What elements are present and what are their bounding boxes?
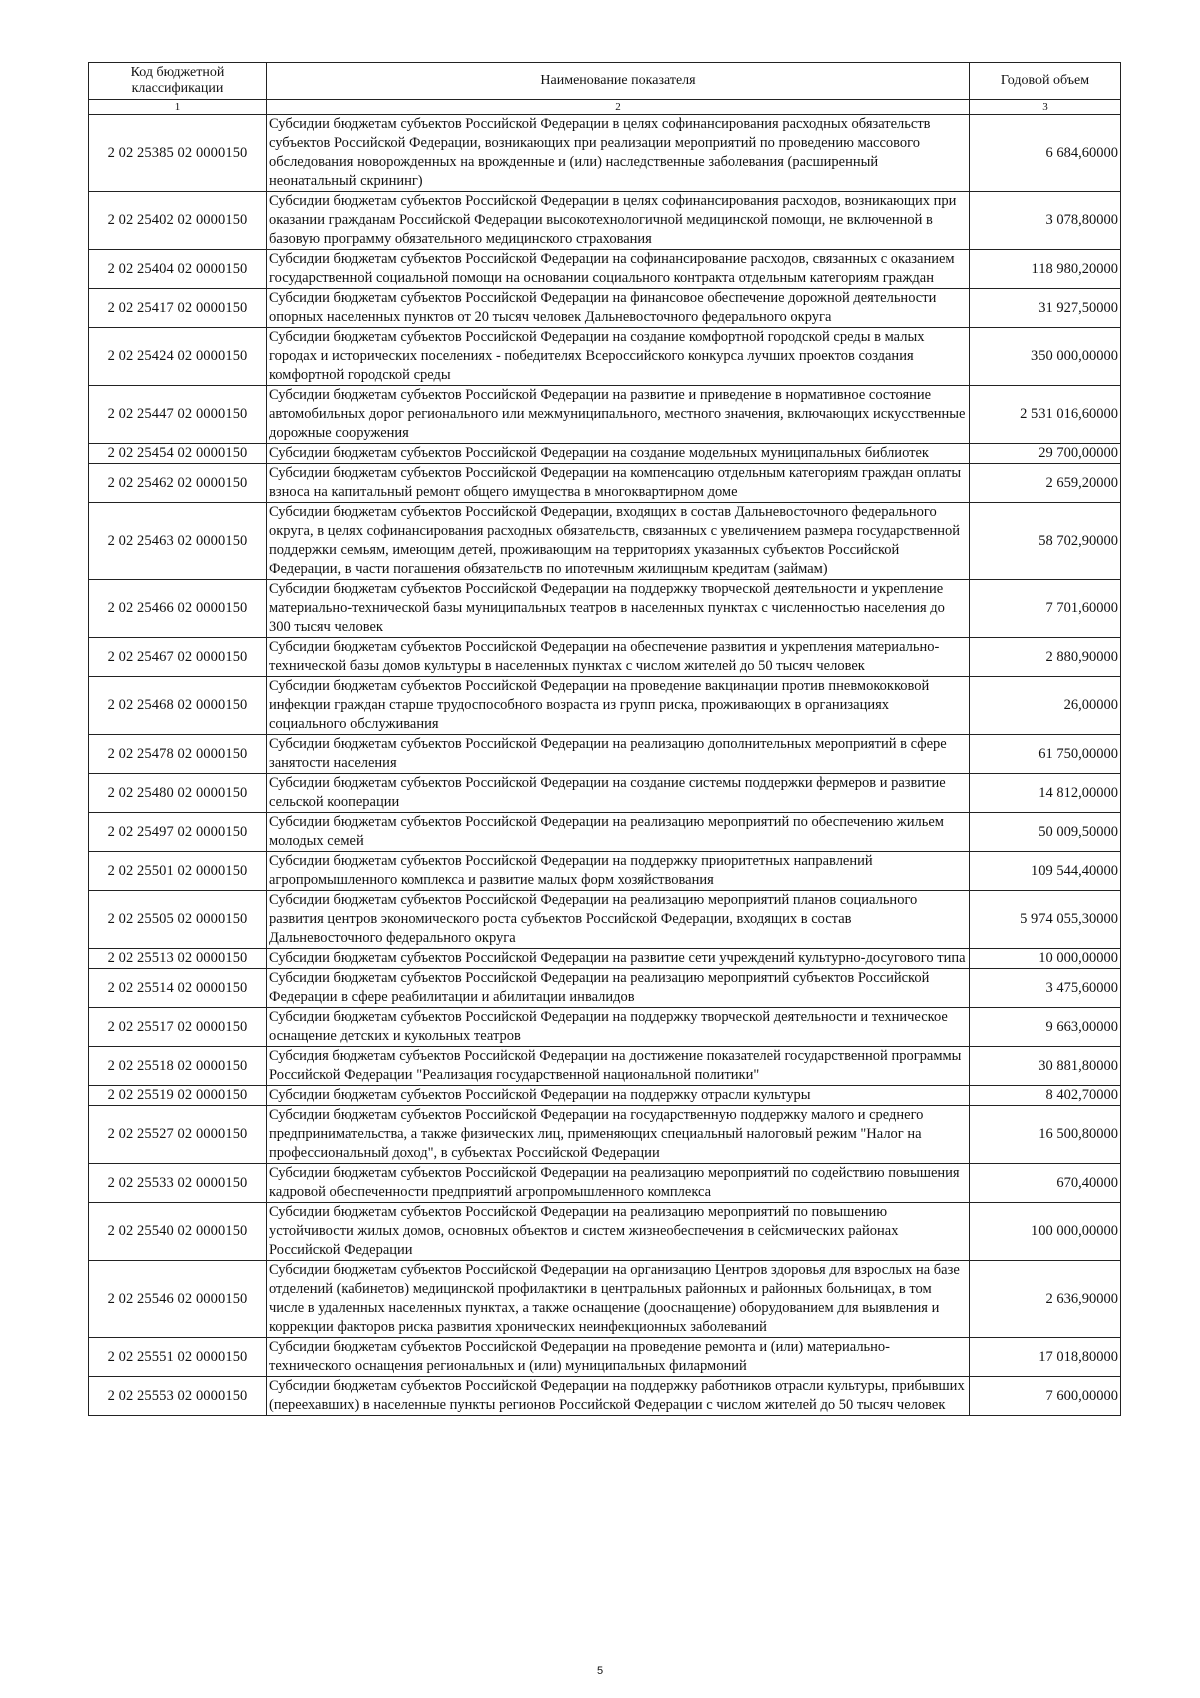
row-name: Субсидии бюджетам субъектов Российской Федерации на реализацию мероприятий по повышению устойчивости жилых домов, основных объектов и систем жизнеобеспечения в сейсмических районах Российской Федерации [267, 1203, 970, 1261]
row-name: Субсидии бюджетам субъектов Российской Федерации на организацию Центров здоровья для взрослых на базе отделений (кабинетов) медицинской профилактики в центральных районных и районных больницах, в том числе в удаленных населенных пунктах, а также оснащение (дооснащение) оборудованием для выявления и коррекции факторов риска развития хронических неинфекционных заболеваний [267, 1261, 970, 1338]
row-name: Субсидии бюджетам субъектов Российской Федерации, входящих в состав Дальневосточного федерального округа, в целях софинансирования расходных обязательств, связанных с увеличением размера государственной поддержки семьям, имеющим детей, проживающим на территориях указанных субъектов Российской Федерации, в части погашения обязательств по ипотечным жилищным кредитам (займам) [267, 503, 970, 580]
row-name: Субсидии бюджетам субъектов Российской Федерации на компенсацию отдельным категориям граждан оплаты взноса на капитальный ремонт общего имущества в многоквартирном доме [267, 464, 970, 503]
row-code: 2 02 25519 02 0000150 [89, 1086, 267, 1106]
row-name: Субсидии бюджетам субъектов Российской Федерации на государственную поддержку малого и среднего предпринимательства, а также физических лиц, применяющих специальный налоговый режим "Налог на профессиональный доход", в субъектах Российской Федерации [267, 1106, 970, 1164]
column-number-row [89, 100, 1121, 115]
row-code: 2 02 25404 02 0000150 [89, 250, 267, 289]
table-row [89, 386, 1121, 444]
row-volume: 109 544,40000 [970, 852, 1121, 891]
table-row [89, 1106, 1121, 1164]
table-row [89, 289, 1121, 328]
budget-table-container [88, 62, 1120, 1416]
table-row [89, 580, 1121, 638]
row-volume: 9 663,00000 [970, 1008, 1121, 1047]
table-row [89, 192, 1121, 250]
row-code: 2 02 25467 02 0000150 [89, 638, 267, 677]
row-code: 2 02 25553 02 0000150 [89, 1377, 267, 1416]
row-code: 2 02 25540 02 0000150 [89, 1203, 267, 1261]
table-row [89, 1164, 1121, 1203]
row-volume: 8 402,70000 [970, 1086, 1121, 1106]
row-volume: 58 702,90000 [970, 503, 1121, 580]
row-name: Субсидии бюджетам субъектов Российской Федерации на создание комфортной городской среды в малых городах и исторических поселениях - победителях Всероссийского конкурса лучших проектов создания комфортной городской среды [267, 328, 970, 386]
row-volume: 30 881,80000 [970, 1047, 1121, 1086]
table-row [89, 774, 1121, 813]
table-row [89, 464, 1121, 503]
row-volume: 14 812,00000 [970, 774, 1121, 813]
row-name: Субсидии бюджетам субъектов Российской Федерации на финансовое обеспечение дорожной деятельности опорных населенных пунктов от 20 тысяч человек Дальневосточного федерального округа [267, 289, 970, 328]
row-volume: 2 636,90000 [970, 1261, 1121, 1338]
header-row [89, 63, 1121, 100]
row-name: Субсидии бюджетам субъектов Российской Федерации на поддержку работников отрасли культуры, прибывших (переехавших) в населенные пункты регионов Российской Федерации с числом жителей до 50 тысяч человек [267, 1377, 970, 1416]
row-volume: 670,40000 [970, 1164, 1121, 1203]
row-code: 2 02 25424 02 0000150 [89, 328, 267, 386]
row-code: 2 02 25527 02 0000150 [89, 1106, 267, 1164]
table-row [89, 1047, 1121, 1086]
page-number: 5 [596, 1665, 604, 1677]
row-name: Субсидии бюджетам субъектов Российской Федерации на реализацию мероприятий по содействию повышения кадровой обеспеченности предприятий агропромышленного комплекса [267, 1164, 970, 1203]
table-row [89, 813, 1121, 852]
row-code: 2 02 25551 02 0000150 [89, 1338, 267, 1377]
budget-table [88, 62, 1121, 1416]
row-volume: 50 009,50000 [970, 813, 1121, 852]
row-name: Субсидии бюджетам субъектов Российской Федерации на реализацию дополнительных мероприятий в сфере занятости населения [267, 735, 970, 774]
row-code: 2 02 25517 02 0000150 [89, 1008, 267, 1047]
row-code: 2 02 25514 02 0000150 [89, 969, 267, 1008]
table-row [89, 969, 1121, 1008]
row-volume: 29 700,00000 [970, 444, 1121, 464]
row-name: Субсидии бюджетам субъектов Российской Федерации на поддержку приоритетных направлений агропромышленного комплекса и развитие малых форм хозяйствования [267, 852, 970, 891]
row-name: Субсидии бюджетам субъектов Российской Федерации на создание модельных муниципальных библиотек [267, 444, 970, 464]
header-name: Наименование показателя [267, 63, 970, 100]
row-volume: 2 531 016,60000 [970, 386, 1121, 444]
row-code: 2 02 25546 02 0000150 [89, 1261, 267, 1338]
table-row [89, 677, 1121, 735]
row-volume: 2 659,20000 [970, 464, 1121, 503]
row-code: 2 02 25447 02 0000150 [89, 386, 267, 444]
row-volume: 17 018,80000 [970, 1338, 1121, 1377]
table-row [89, 1338, 1121, 1377]
row-volume: 118 980,20000 [970, 250, 1121, 289]
row-name: Субсидии бюджетам субъектов Российской Федерации на создание системы поддержки фермеров и развитие сельской кооперации [267, 774, 970, 813]
row-code: 2 02 25518 02 0000150 [89, 1047, 267, 1086]
row-code: 2 02 25501 02 0000150 [89, 852, 267, 891]
table-row [89, 250, 1121, 289]
table-row [89, 891, 1121, 949]
table-row [89, 1377, 1121, 1416]
row-volume: 7 701,60000 [970, 580, 1121, 638]
row-volume: 61 750,00000 [970, 735, 1121, 774]
table-row [89, 735, 1121, 774]
row-name: Субсидии бюджетам субъектов Российской Федерации на поддержку отрасли культуры [267, 1086, 970, 1106]
row-code: 2 02 25463 02 0000150 [89, 503, 267, 580]
column-number: 1 [89, 100, 267, 115]
row-code: 2 02 25466 02 0000150 [89, 580, 267, 638]
row-volume: 6 684,60000 [970, 115, 1121, 192]
table-row [89, 1261, 1121, 1338]
row-volume: 10 000,00000 [970, 949, 1121, 969]
row-name: Субсидии бюджетам субъектов Российской Федерации на поддержку творческой деятельности и техническое оснащение детских и кукольных театров [267, 1008, 970, 1047]
row-volume: 5 974 055,30000 [970, 891, 1121, 949]
row-name: Субсидии бюджетам субъектов Российской Федерации в целях софинансирования расходных обязательств субъектов Российской Федерации, возникающих при реализации мероприятий по проведению массового обследования новорожденных на врожденные и (или) наследственные заболевания (расширенный неонатальный скрининг) [267, 115, 970, 192]
row-name: Субсидии бюджетам субъектов Российской Федерации на развитие сети учреждений культурно-досугового типа [267, 949, 970, 969]
header-code: Код бюджетной классификации [89, 63, 267, 100]
table-row [89, 852, 1121, 891]
row-code: 2 02 25478 02 0000150 [89, 735, 267, 774]
row-volume: 7 600,00000 [970, 1377, 1121, 1416]
table-row [89, 115, 1121, 192]
row-volume: 100 000,00000 [970, 1203, 1121, 1261]
row-volume: 26,00000 [970, 677, 1121, 735]
row-name: Субсидии бюджетам субъектов Российской Федерации на реализацию мероприятий планов социального развития центров экономического роста субъектов Российской Федерации, входящих в состав Дальневосточного федерального округа [267, 891, 970, 949]
table-row [89, 503, 1121, 580]
row-name: Субсидии бюджетам субъектов Российской Федерации на проведение вакцинации против пневмококковой инфекции граждан старше трудоспособного возраста из групп риска, проживающих в организациях социального обслуживания [267, 677, 970, 735]
table-row [89, 444, 1121, 464]
row-name: Субсидии бюджетам субъектов Российской Федерации на проведение ремонта и (или) материально-технического оснащения региональных и (или) муниципальных филармоний [267, 1338, 970, 1377]
row-code: 2 02 25497 02 0000150 [89, 813, 267, 852]
table-row [89, 638, 1121, 677]
row-code: 2 02 25462 02 0000150 [89, 464, 267, 503]
column-number: 2 [267, 100, 970, 115]
table-row [89, 1008, 1121, 1047]
row-code: 2 02 25505 02 0000150 [89, 891, 267, 949]
table-row [89, 328, 1121, 386]
row-volume: 3 475,60000 [970, 969, 1121, 1008]
row-code: 2 02 25402 02 0000150 [89, 192, 267, 250]
row-name: Субсидии бюджетам субъектов Российской Федерации на софинансирование расходов, связанных с оказанием государственной социальной помощи на основании социального контракта отдельным категориям граждан [267, 250, 970, 289]
row-code: 2 02 25468 02 0000150 [89, 677, 267, 735]
row-code: 2 02 25454 02 0000150 [89, 444, 267, 464]
row-code: 2 02 25513 02 0000150 [89, 949, 267, 969]
row-code: 2 02 25385 02 0000150 [89, 115, 267, 192]
row-name: Субсидии бюджетам субъектов Российской Федерации в целях софинансирования расходов, возникающих при оказании гражданам Российской Федерации высокотехнологичной медицинской помощи, не включенной в базовую программу обязательного медицинского страхования [267, 192, 970, 250]
table-body [89, 115, 1121, 1416]
row-name: Субсидии бюджетам субъектов Российской Федерации на реализацию мероприятий по обеспечению жильем молодых семей [267, 813, 970, 852]
row-volume: 3 078,80000 [970, 192, 1121, 250]
row-volume: 31 927,50000 [970, 289, 1121, 328]
row-volume: 2 880,90000 [970, 638, 1121, 677]
row-name: Субсидия бюджетам субъектов Российской Федерации на достижение показателей государственной программы Российской Федерации "Реализация государственной национальной политики" [267, 1047, 970, 1086]
row-name: Субсидии бюджетам субъектов Российской Федерации на реализацию мероприятий субъектов Российской Федерации в сфере реабилитации и абилитации инвалидов [267, 969, 970, 1008]
row-code: 2 02 25480 02 0000150 [89, 774, 267, 813]
row-volume: 350 000,00000 [970, 328, 1121, 386]
row-name: Субсидии бюджетам субъектов Российской Федерации на развитие и приведение в нормативное состояние автомобильных дорог регионального или межмуниципального, местного значения, включающих искусственные дорожные сооружения [267, 386, 970, 444]
row-code: 2 02 25533 02 0000150 [89, 1164, 267, 1203]
row-code: 2 02 25417 02 0000150 [89, 289, 267, 328]
table-row [89, 949, 1121, 969]
table-row [89, 1086, 1121, 1106]
table-row [89, 1203, 1121, 1261]
row-volume: 16 500,80000 [970, 1106, 1121, 1164]
row-name: Субсидии бюджетам субъектов Российской Федерации на обеспечение развития и укрепления материально-технической базы домов культуры в населенных пунктах с числом жителей до 50 тысяч человек [267, 638, 970, 677]
header-volume: Годовой объем [970, 63, 1121, 100]
row-name: Субсидии бюджетам субъектов Российской Федерации на поддержку творческой деятельности и укрепление материально-технической базы муниципальных театров в населенных пунктах с численностью населения до 300 тысяч человек [267, 580, 970, 638]
column-number: 3 [970, 100, 1121, 115]
